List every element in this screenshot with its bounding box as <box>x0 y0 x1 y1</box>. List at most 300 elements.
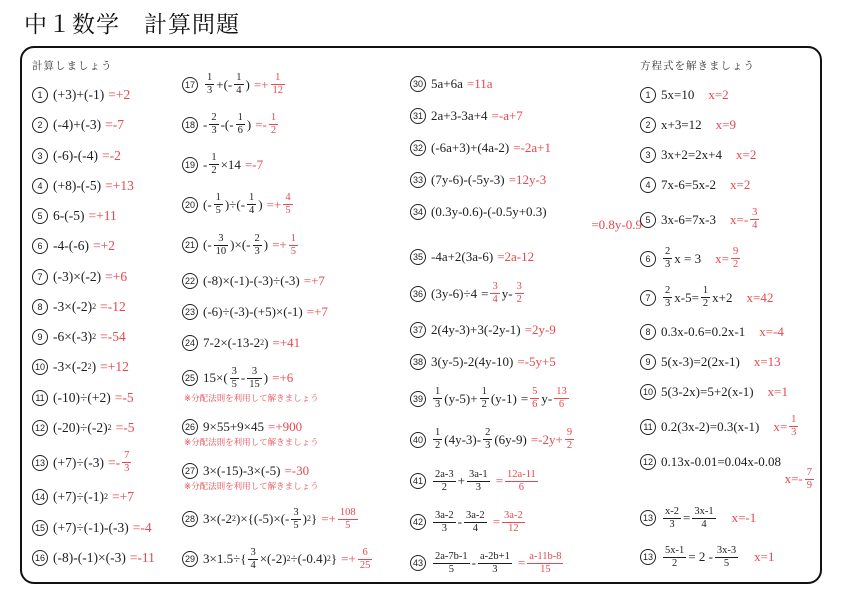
fraction <box>433 427 442 452</box>
problem-answer <box>245 157 263 173</box>
problem-question <box>53 455 104 471</box>
fraction-numerator: 1 <box>271 72 286 85</box>
problem-answer <box>768 384 788 400</box>
problem-row <box>182 335 424 351</box>
question-text: (-10)÷(+2) <box>53 389 111 405</box>
problem-answer <box>759 324 784 340</box>
problem-number: 9 <box>640 354 656 370</box>
question-text: )×{(-5)×(- <box>236 511 290 527</box>
problem-question <box>431 354 513 370</box>
problem-row <box>640 177 816 193</box>
problem-line <box>32 329 190 345</box>
problem-line <box>640 177 816 193</box>
problem-number: 38 <box>410 354 426 370</box>
problem-row <box>410 204 642 233</box>
fraction <box>663 285 672 310</box>
problem-question <box>203 112 251 137</box>
problem-question <box>431 76 463 92</box>
problem-line <box>410 427 642 452</box>
answer-text: y- <box>501 285 513 301</box>
problem-number: 35 <box>410 249 426 265</box>
answer-text: =+7 <box>303 272 325 288</box>
problem-row <box>640 246 816 271</box>
answer-text: x=2 <box>730 177 751 192</box>
problem-answer <box>747 290 774 306</box>
problem-row <box>640 324 816 340</box>
problem-question <box>431 551 514 576</box>
answer-text: x=1 <box>754 549 775 565</box>
problem-answer <box>736 147 756 163</box>
problem-row <box>182 192 424 217</box>
question-text: 7-2×(-13-2 <box>203 334 261 350</box>
problem-question <box>661 324 745 340</box>
distributive-law-note: ※分配法則を利用して解きましょう <box>184 480 319 491</box>
problem-row <box>182 463 424 492</box>
problem-question <box>431 204 547 220</box>
problem-line <box>182 304 424 320</box>
fraction <box>214 233 229 258</box>
problem-row <box>640 117 816 133</box>
fraction-denominator: 3 <box>254 245 260 257</box>
answer-text: =+ <box>272 237 287 253</box>
problem-line <box>410 322 642 338</box>
fraction-numerator: 2 <box>209 112 218 125</box>
fraction-numerator: 2 <box>663 246 672 259</box>
question-text: )×(- <box>230 237 251 253</box>
problem-question <box>431 427 527 452</box>
question-text: ) <box>263 370 269 386</box>
answer-text: = <box>492 514 501 530</box>
problem-number: 7 <box>32 269 48 285</box>
fraction-numerator: 7 <box>122 450 131 463</box>
fraction-denominator: 3 <box>665 298 671 310</box>
answer-text: =+2 <box>92 238 115 254</box>
fraction <box>271 72 286 97</box>
question-text: x = 3 <box>674 250 702 266</box>
answer-text: y- <box>541 390 553 406</box>
problem-line <box>32 520 190 536</box>
problem-number: 2 <box>32 117 48 133</box>
fraction <box>234 72 243 97</box>
problem-row <box>640 285 816 310</box>
problem-answer <box>304 273 325 289</box>
problem-row <box>182 304 424 320</box>
fraction-denominator: 3 <box>665 259 671 271</box>
problem-row <box>410 281 642 306</box>
fraction-denominator: 4 <box>472 522 478 534</box>
problem-number: 22 <box>182 273 198 289</box>
problem-answer <box>531 427 576 452</box>
fraction-denominator: 6 <box>518 481 525 493</box>
problem-line <box>410 172 642 188</box>
problem-row <box>410 386 642 411</box>
problem-answer <box>715 246 742 271</box>
answer-text: =-11 <box>129 549 155 565</box>
problem-number: 8 <box>640 324 656 340</box>
question-text: (-6a+3)+(4a-2) <box>431 140 510 156</box>
question-text: (7y-6)-(-5y-3) <box>431 172 505 188</box>
question-text: 0.13x-0.01=0.04x-0.08 <box>661 453 781 469</box>
problem-row <box>640 414 816 439</box>
problem-answer <box>268 419 302 435</box>
fraction-denominator: 2 <box>672 557 678 569</box>
question-text: (3y-6)÷4 <box>431 285 478 301</box>
answer-text: x=- <box>730 211 749 227</box>
problem-row <box>640 545 816 570</box>
fraction <box>209 112 218 137</box>
problem-answer <box>105 178 134 194</box>
problem-question <box>661 117 702 133</box>
question-text: - <box>240 370 246 386</box>
problem-line <box>32 489 190 505</box>
problem-number: 16 <box>32 550 48 566</box>
problem-answer <box>730 207 761 232</box>
problem-answer <box>273 335 301 351</box>
fraction-numerator: a-2b+1 <box>478 551 512 564</box>
fraction-denominator: 9 <box>806 479 812 491</box>
problem-line <box>640 285 816 310</box>
answer-text: x= <box>773 418 788 434</box>
problem-question <box>53 117 101 133</box>
problem-number: 34 <box>410 204 426 220</box>
problem-answer <box>497 249 534 265</box>
problem-row <box>410 76 642 92</box>
problem-question <box>53 550 126 566</box>
fraction-numerator: 1 <box>789 414 798 427</box>
problem-answer <box>112 489 134 505</box>
problem-line <box>32 550 190 566</box>
fraction-numerator: 3 <box>230 366 239 379</box>
problem-answer <box>105 269 127 285</box>
problem-line <box>32 87 190 103</box>
question-text: ) <box>263 237 269 253</box>
answer-text: =- <box>255 116 267 132</box>
answer-text: x=-4 <box>759 324 784 340</box>
answer-text: =+2 <box>108 87 131 103</box>
problem-question <box>53 269 101 285</box>
fraction-denominator: 5 <box>345 519 351 531</box>
problem-line <box>32 359 190 375</box>
answer-text: =+12 <box>100 359 129 375</box>
problem-line <box>410 354 642 370</box>
problem-question <box>203 72 250 97</box>
fraction <box>269 112 278 137</box>
problem-row <box>32 178 190 194</box>
question-text: 3×(-2 <box>203 511 232 527</box>
answer-text: =-30 <box>284 462 310 478</box>
fraction <box>715 545 738 570</box>
problem-question <box>53 390 111 406</box>
problem-number: 27 <box>182 463 198 479</box>
problem-line <box>410 510 642 535</box>
question-text: 5a+6a <box>431 76 463 91</box>
problem-question <box>431 386 517 411</box>
fraction-denominator: 3 <box>441 522 447 534</box>
problem-column-1 <box>32 58 190 566</box>
fraction <box>247 192 256 217</box>
question-text: 15×( <box>203 370 228 386</box>
question-text: (4y-3)- <box>444 431 482 447</box>
problem-question <box>203 152 241 177</box>
problem-row <box>410 108 642 124</box>
problem-number: 10 <box>32 359 48 375</box>
problem-line <box>410 140 642 156</box>
fraction-denominator: 3 <box>211 125 217 137</box>
problem-number: 19 <box>182 157 198 173</box>
problem-row <box>32 489 190 505</box>
fraction-numerator: 3 <box>291 507 300 520</box>
problem-line <box>640 384 816 400</box>
problem-answer <box>100 359 129 375</box>
problem-question <box>203 366 268 391</box>
answer-text: =+41 <box>272 334 301 350</box>
problem-number: 18 <box>182 117 198 133</box>
fraction-denominator: 5 <box>285 205 291 217</box>
answer-text: =-54 <box>100 329 126 345</box>
problem-number: 10 <box>640 384 656 400</box>
problem-row <box>410 551 642 576</box>
distributive-law-note: ※分配法則を利用して解きましょう <box>184 392 319 403</box>
question-text: x-5= <box>674 289 699 305</box>
fraction-numerator: x-2 <box>663 506 681 519</box>
question-text: 0.3x-0.6=0.2x-1 <box>661 324 746 340</box>
problem-question: 3×1.5÷{ $\frac{3}{4}$ ×(-2) 2 ÷(-0.4) 2 } <box>203 546 338 571</box>
problem-row <box>182 507 424 532</box>
fraction <box>209 152 218 177</box>
problem-question <box>431 469 492 494</box>
fraction-numerator: 1 <box>247 192 256 205</box>
fraction <box>248 547 257 572</box>
problem-row <box>32 420 190 436</box>
problem-answer <box>130 550 155 566</box>
question-text: (+8)-(-5) <box>53 177 102 193</box>
question-text: ) <box>245 76 250 92</box>
problem-line <box>182 72 424 97</box>
question-text: (- <box>203 237 212 253</box>
problem-question <box>53 148 98 164</box>
problem-answer <box>102 148 121 164</box>
fraction <box>502 510 525 535</box>
answer-text: =-2 <box>101 147 121 163</box>
fraction-denominator: 6 <box>558 399 565 411</box>
fraction <box>433 551 470 576</box>
problem-line <box>182 152 424 177</box>
answer-text: x=1 <box>767 384 788 400</box>
fraction <box>247 366 262 391</box>
fraction-denominator: 5 <box>723 557 730 569</box>
question-text: (+7)÷(-1)-(-3) <box>53 519 129 535</box>
problem-line <box>640 147 816 163</box>
fraction <box>663 246 672 271</box>
fraction-denominator: 2 <box>270 125 277 137</box>
answer-text: = <box>520 390 529 406</box>
question-text: - <box>457 514 463 530</box>
calc-section-header: 計算しましょう <box>32 60 113 72</box>
problem-question <box>661 354 740 370</box>
problem-question <box>53 87 104 103</box>
problem-question: 7-2×(-13-2 2 ) <box>203 334 269 350</box>
question-text: x+3=12 <box>661 117 702 132</box>
problem-answer <box>467 76 493 92</box>
problem-line <box>32 299 190 315</box>
problem-number: 33 <box>410 172 426 188</box>
question-text: - <box>203 156 208 172</box>
problem-row <box>32 520 190 536</box>
answer-text: =11a <box>466 76 493 91</box>
fraction-numerator: 5 <box>530 386 539 399</box>
problem-line <box>640 414 816 439</box>
fraction-numerator: 3 <box>214 233 229 246</box>
problem-row <box>640 384 816 400</box>
problem-line <box>32 420 190 436</box>
fraction-numerator: 12a-11 <box>505 469 538 482</box>
problem-row <box>410 427 642 452</box>
question-text: (-6)-(-4) <box>53 147 98 163</box>
problem-number: 30 <box>410 76 426 92</box>
problem-number: 31 <box>410 108 426 124</box>
answer-text: =+6 <box>272 370 294 386</box>
problem-line <box>182 463 424 479</box>
problem-question <box>661 454 781 470</box>
problem-number: 12 <box>32 420 48 436</box>
question-text: ) <box>302 511 307 527</box>
problem-number: 40 <box>410 432 426 448</box>
problem-number: 9 <box>32 329 48 345</box>
problem-number: 42 <box>410 514 426 530</box>
problem-number: 14 <box>32 489 48 505</box>
problem-question: -3×(-2) 2 <box>53 298 97 314</box>
fraction <box>515 281 524 306</box>
problem-question <box>661 545 740 570</box>
problem-number: 11 <box>32 390 48 406</box>
problem-number: 25 <box>182 370 198 386</box>
fraction-denominator: 6 <box>532 399 538 411</box>
fraction-denominator: 3 <box>207 85 213 97</box>
problem-number: 2 <box>640 117 656 133</box>
fraction-denominator: 3 <box>124 463 130 475</box>
problem-line <box>410 249 642 265</box>
problem-answer <box>116 420 135 436</box>
problem-line <box>410 469 642 494</box>
problem-line <box>32 148 190 164</box>
question-text: (y-1) <box>490 390 517 406</box>
problem-answer <box>321 507 359 532</box>
problem-row <box>32 238 190 254</box>
answer-text: =+7 <box>306 303 328 319</box>
fraction-numerator: 1 <box>289 233 298 246</box>
problem-answer <box>341 547 374 572</box>
problem-row <box>410 140 642 156</box>
problem-row <box>410 354 642 370</box>
question-text: } <box>310 511 318 527</box>
fraction-numerator: 9 <box>731 246 740 259</box>
question-text: (-8)-(-1)×(-3) <box>53 549 126 565</box>
question-text: } <box>330 551 338 567</box>
fraction <box>291 507 300 532</box>
problem-line <box>410 76 642 92</box>
question-text: x+2 <box>712 289 733 305</box>
answer-text: =0.8y-0.9 <box>591 217 642 233</box>
fraction-denominator: 3 <box>492 563 498 575</box>
question-text: 3x-6=7x-3 <box>661 211 716 227</box>
worksheet-frame <box>20 46 822 584</box>
question-text: (-20)÷(-2) <box>53 419 108 435</box>
problem-line <box>640 324 816 340</box>
problem-number: 4 <box>640 177 656 193</box>
problem-question <box>431 249 493 265</box>
fraction-denominator: 5 <box>215 205 221 217</box>
problem-number: 28 <box>182 511 198 527</box>
problem-question <box>661 506 718 531</box>
problem-line <box>32 178 190 194</box>
problem-row <box>182 112 424 137</box>
question-text: ) <box>246 116 252 132</box>
fraction-denominator: 4 <box>250 559 256 571</box>
question-text: 2a+3-3a+4 <box>431 108 488 124</box>
fraction-denominator: 4 <box>701 518 707 530</box>
problem-line <box>640 117 816 133</box>
problem-question: (+7)÷(-1) 2 <box>53 489 109 505</box>
fraction <box>554 386 569 411</box>
problem-question <box>661 285 733 310</box>
problem-row <box>32 87 190 103</box>
fraction-numerator: a-11b-8 <box>527 551 563 564</box>
question-text: +(- <box>216 76 233 92</box>
question-text: (-4)+(-3) <box>53 117 102 133</box>
problem-question <box>203 463 280 479</box>
answer-text: =-5y+5 <box>517 354 556 370</box>
problem-question <box>203 233 268 258</box>
fraction <box>789 414 798 439</box>
question-text: (+7)÷(-1) <box>53 489 105 505</box>
problem-line <box>640 545 816 570</box>
fraction-numerator: 2 <box>663 285 672 298</box>
fraction <box>358 547 373 572</box>
answer-text: =-5 <box>115 419 135 435</box>
problem-line <box>182 112 424 137</box>
problem-row <box>182 366 424 404</box>
problem-line <box>32 208 190 224</box>
answer-text: =- <box>108 454 121 470</box>
fraction-numerator: 3x-1 <box>692 506 715 519</box>
problem-line <box>182 233 424 258</box>
problem-number: 15 <box>32 520 48 536</box>
problem-row <box>182 152 424 177</box>
answer-text: =-7 <box>244 156 264 172</box>
answer-text: =+6 <box>105 268 128 284</box>
problem-number: 6 <box>640 251 656 267</box>
fraction-numerator: 1 <box>209 152 218 165</box>
fraction-denominator: 4 <box>249 205 255 217</box>
problem-question <box>53 208 84 224</box>
fraction <box>433 386 442 411</box>
fraction-denominator: 4 <box>492 294 498 306</box>
problem-number: 5 <box>32 208 48 224</box>
question-text: 5(x-3)=2(2x-1) <box>661 354 740 370</box>
fraction <box>805 467 814 492</box>
fraction-numerator: 1 <box>236 112 245 125</box>
problem-answer <box>272 233 300 258</box>
answer-text: =-4 <box>132 519 152 535</box>
fraction-numerator: 6 <box>358 547 373 560</box>
fraction-denominator: 5 <box>448 563 454 575</box>
fraction-numerator: 2 <box>483 427 492 440</box>
problem-row <box>410 322 642 338</box>
problem-row <box>32 299 190 315</box>
fraction-numerator: 2a-7b-1 <box>433 551 470 564</box>
question-text: ) <box>91 359 97 375</box>
answer-text: =-7 <box>105 117 124 133</box>
